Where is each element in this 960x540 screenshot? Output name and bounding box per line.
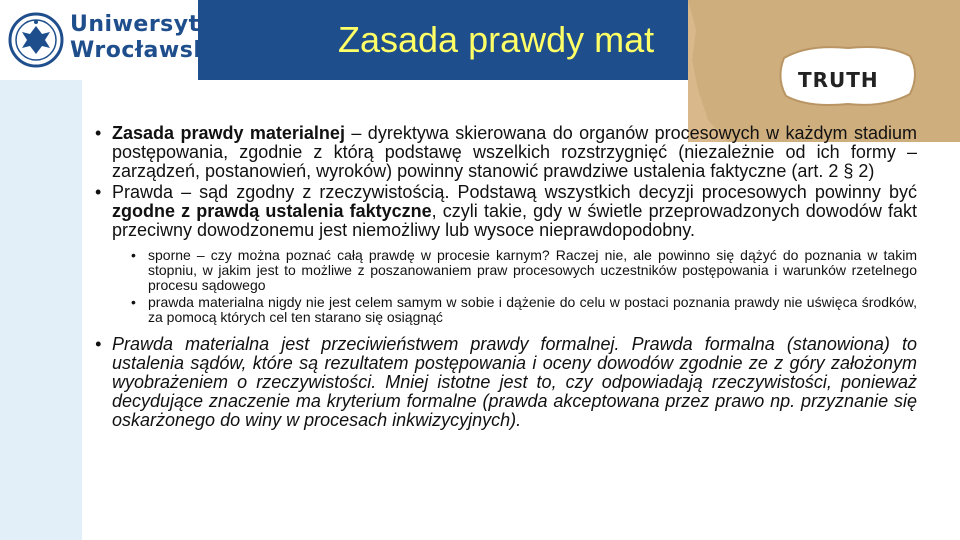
bullet-3-text: Prawda materialna jest przeciwieństwem prawdy formalnej. Prawda formalna (stanowiona) to ustalenia sądów, które są rezultatem postępowania i oceny dowodów zgodnie ze z góry założonym wyobrażeniem o rzeczywistości. Mniej istotne jest to, czy odpowiadają rzeczywistości, ponieważ decydujące znaczenie ma kryterium formalne (prawda akceptowana przez prawo np. przyznanie się oskarżonego do winy w procesach inkwizycyjnych). [112, 334, 917, 430]
bullet-2 [92, 183, 917, 240]
bullet-1 [92, 124, 917, 181]
bullet-1-text: – dyrektywa skierowana do organów procesowych w każdym stadium postępowania, zgodnie z którą podstawę wszelkich rozstrzygnięć (niezależnie od ich formy – zarządzeń, postanowień, wyroków) powinny stanowić prawdziwe ustalenia faktyczne (art. 2 § 2) [112, 123, 917, 181]
bullet-3 [92, 335, 917, 430]
bullet-2-post: , czyli takie, gdy w świetle przeprowadzonych dowodów fakt przeciwny dowodzonemu jest niemożliwy lub wysoce nieprawdopodobny. [112, 201, 917, 240]
sub-bullet-1-text: sporne – czy można poznać całą prawdę w procesie karnym? Raczej nie, ale powinno się dążyć do poznania w takim stopniu, w jakim jest to możliwe z poszanowaniem praw procesowych uczestników postępowania i warunków rzetelnego procesu sądowego [148, 247, 917, 293]
sub-bullets [92, 248, 917, 325]
bullet-2-bold: zgodne z prawdą ustalenia faktyczne [112, 201, 432, 221]
truth-label: TRUTH [798, 68, 879, 92]
bullet-1-bold: Zasada prawdy materialnej [112, 123, 345, 143]
university-logo [0, 0, 227, 80]
logo-line-2: Wrocławski [70, 38, 217, 63]
sub-bullet-2 [129, 295, 917, 325]
slide-content [92, 124, 917, 432]
slide-title: Zasada prawdy mat [338, 19, 655, 60]
bullet-dot: • [95, 123, 102, 143]
bullet-dot: • [95, 182, 102, 202]
sub-bullet-dot: • [131, 294, 136, 310]
eagle-emblem-icon [8, 10, 64, 70]
sub-bullet-dot: • [131, 247, 136, 263]
logo-line-1: Uniwersytet [70, 12, 227, 37]
sub-bullet-2-text: prawda materialna nigdy nie jest celem samym w sobie i dążenie do celu w postaci poznania prawdy nie uświęca środków, za pomocą których cel ten starano się osiągnąć [148, 294, 917, 325]
torn-paper-image [688, 0, 960, 142]
bullet-dot: • [95, 334, 102, 354]
bullet-2-pre: Prawda – sąd zgodny z rzeczywistością. Podstawą wszystkich decyzji procesowych powinny być [112, 182, 917, 202]
left-accent-bar [0, 80, 82, 540]
sub-bullet-1 [129, 248, 917, 293]
